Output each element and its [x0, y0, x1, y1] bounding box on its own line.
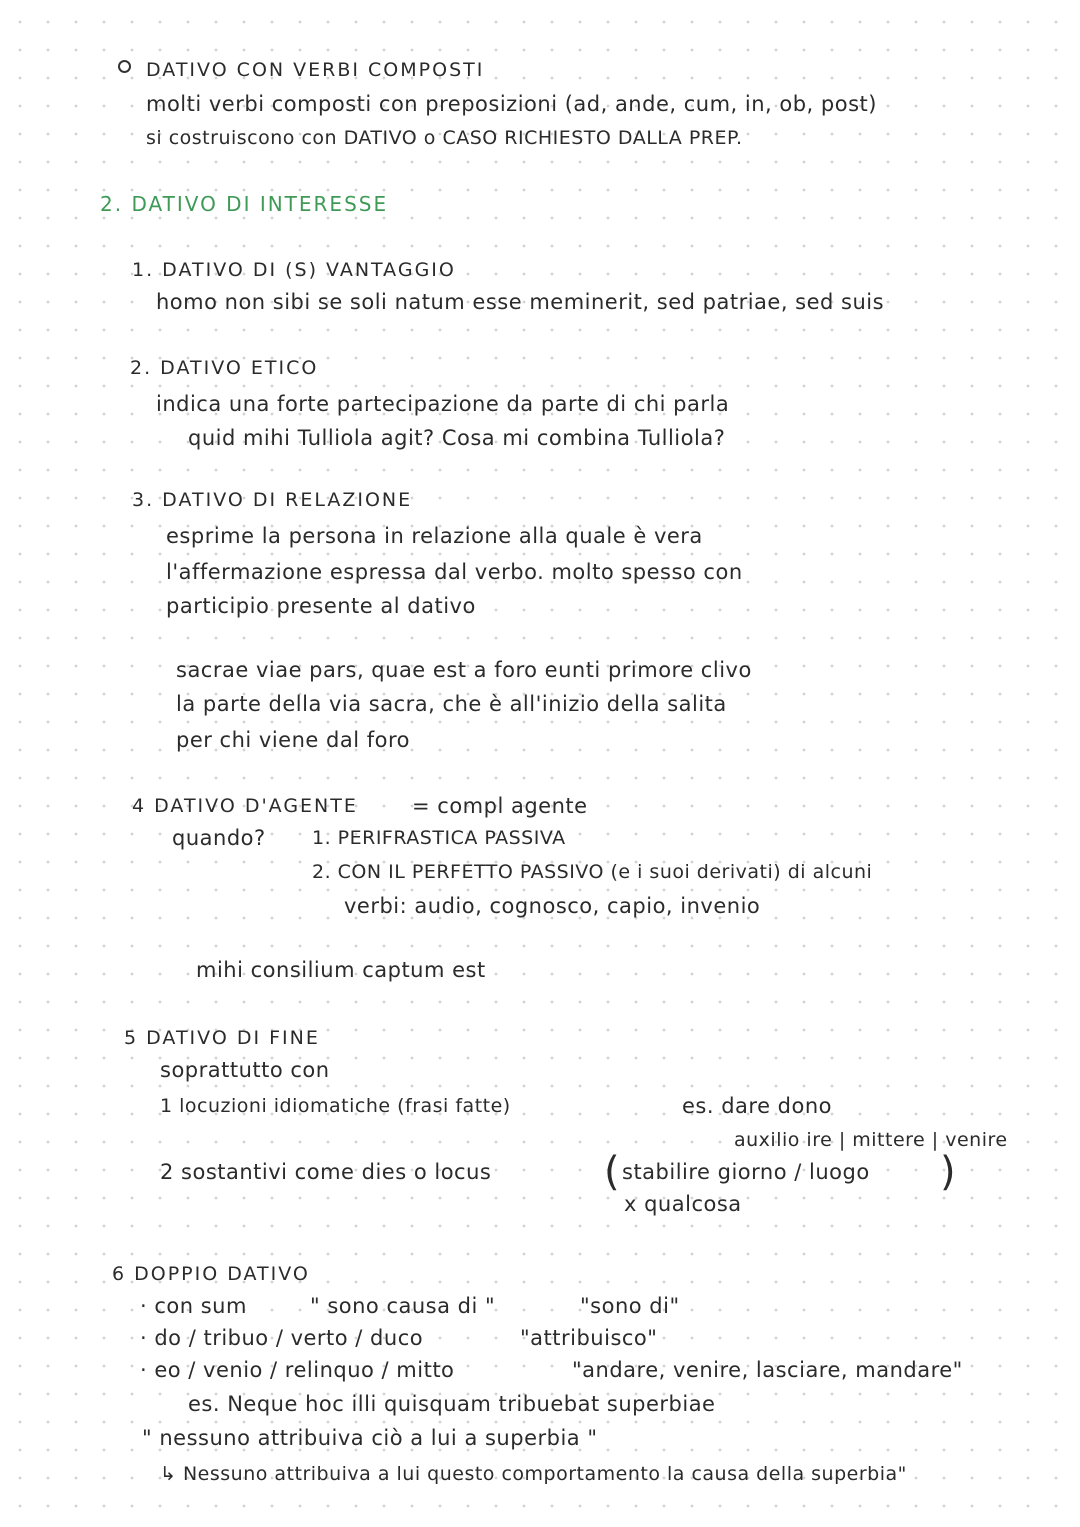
note-line: 1 locuzioni idiomatiche (frasi fatte) [160, 1095, 511, 1117]
subsection-title: 6 DOPPIO DATIVO [112, 1263, 310, 1285]
subsection-title: 5 DATIVO DI FINE [124, 1027, 320, 1049]
note-line: verbi: audio, cognosco, capio, invenio [344, 894, 761, 918]
note-line: quid mihi Tulliola agit? Cosa mi combina Tulliola? [188, 426, 726, 450]
subsection-title: 3. DATIVO DI RELAZIONE [132, 489, 413, 511]
section-title-interesse: 2. DATIVO DI INTERESSE [100, 192, 389, 216]
note-line: quando? [172, 826, 266, 850]
note-line: "sono di" [580, 1294, 680, 1318]
note-line: · do / tribuo / verto / duco [140, 1326, 424, 1350]
brace-open-icon: ( [604, 1149, 620, 1195]
section-title-composti: DATIVO CON VERBI COMPOSTI [146, 59, 485, 81]
note-line: indica una forte partecipazione da parte di chi parla [156, 392, 730, 416]
note-line: "andare, venire, lasciare, mandare" [572, 1358, 963, 1382]
note-line: " sono causa di " [310, 1294, 496, 1318]
note-line: es. Neque hoc illi quisquam tribuebat superbiae [188, 1392, 716, 1416]
brace-close-icon: ) [940, 1149, 956, 1195]
note-line: molti verbi composti con preposizioni (ad, ande, cum, in, ob, post) [146, 92, 877, 116]
note-line: sacrae viae pars, quae est a foro eunti primore clivo [176, 658, 752, 682]
note-line: l'affermazione espressa dal verbo. molto spesso con [166, 560, 743, 584]
note-line: auxilio ire | mittere | venire [734, 1129, 1008, 1151]
note-line: soprattutto con [160, 1058, 330, 1082]
note-line: "attribuisco" [520, 1326, 658, 1350]
note-line: 1. PERIFRASTICA PASSIVA [312, 827, 566, 849]
subsection-title: 1. DATIVO DI (S) VANTAGGIO [132, 259, 456, 281]
note-line: 2. CON IL PERFETTO PASSIVO (e i suoi derivati) di alcuni [312, 861, 873, 883]
note-line: la parte della via sacra, che è all'inizio della salita [176, 692, 727, 716]
note-line: " nessuno attribuiva ciò a lui a superbia " [142, 1426, 598, 1450]
note-line: ↳ Nessuno attribuiva a lui questo comportamento la causa della superbia" [160, 1463, 907, 1485]
note-line: stabilire giorno / luogo [622, 1160, 870, 1184]
note-line: mihi consilium captum est [196, 958, 486, 982]
note-line: 2 sostantivi come dies o locus [160, 1160, 492, 1184]
note-line: per chi viene dal foro [176, 728, 410, 752]
note-line: · eo / venio / relinquo / mitto [140, 1358, 455, 1382]
note-line: · con sum [140, 1294, 247, 1318]
note-line: es. dare dono [682, 1094, 833, 1118]
subsection-title: 4 DATIVO D'AGENTE [132, 795, 358, 817]
note-line: x qualcosa [624, 1192, 742, 1216]
note-line: si costruiscono con DATIVO o CASO RICHIESTO DALLA PREP. [146, 127, 743, 149]
bullet-circle-icon [118, 60, 131, 73]
note-line: esprime la persona in relazione alla quale è vera [166, 524, 703, 548]
note-line: = compl agente [412, 794, 588, 818]
subsection-title: 2. DATIVO ETICO [130, 357, 319, 379]
note-line: participio presente al dativo [166, 594, 476, 618]
note-line: homo non sibi se soli natum esse meminerit, sed patriae, sed suis [156, 290, 885, 314]
